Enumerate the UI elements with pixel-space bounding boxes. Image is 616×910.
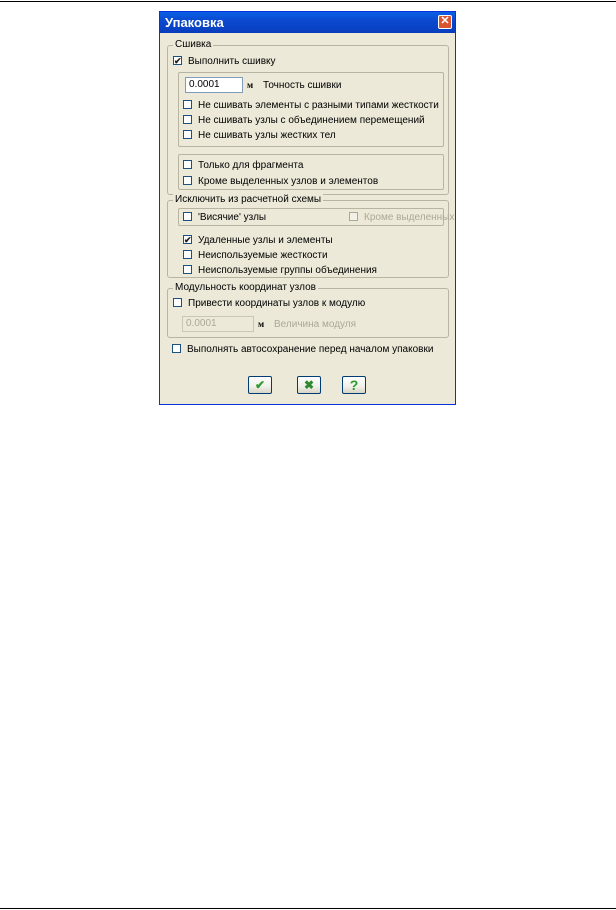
modulus-value-input[interactable]: 0.0001 [182, 316, 254, 332]
option-displacement-union[interactable] [183, 114, 425, 127]
modulus-group [167, 282, 449, 338]
close-icon: ✕ [440, 15, 450, 27]
question-icon: ? [349, 377, 359, 393]
precision-input[interactable]: 0.0001 [185, 77, 243, 93]
scope-except-selected[interactable] [183, 175, 378, 188]
page-bottom-rule [0, 908, 616, 909]
removed-nodes-label: Удаленные узлы и элементы [198, 235, 333, 246]
except-selected-box[interactable] [349, 212, 358, 221]
dialog-title: Упаковка [165, 15, 224, 30]
precision-unit: м [247, 80, 254, 90]
option-displacement-union-label: Не сшивать узлы с объединением перемещений [198, 115, 425, 126]
option-rigid-bodies[interactable] [183, 129, 336, 142]
exclude-group [167, 194, 455, 278]
option-rigid-bodies-box[interactable] [183, 130, 192, 139]
exclude-group-title: Исключить из расчетной схемы [175, 194, 322, 205]
check-icon: ✔ [254, 378, 266, 392]
bring-to-modulus-checkbox[interactable] [173, 297, 365, 310]
hanging-nodes-checkbox[interactable] [183, 211, 266, 224]
perform-stitching-checkbox[interactable] [173, 55, 276, 68]
removed-nodes-checkbox[interactable] [183, 234, 333, 247]
hanging-nodes-box-check[interactable] [183, 212, 192, 221]
page-top-rule [0, 1, 616, 2]
packing-dialog [159, 11, 456, 405]
autosave-box[interactable] [172, 344, 181, 353]
bring-to-modulus-box[interactable] [173, 298, 182, 307]
modulus-unit: м [258, 319, 265, 329]
perform-stitching-label: Выполнить сшивку [188, 56, 276, 67]
hanging-nodes-label: 'Висячие' узлы [198, 212, 267, 223]
perform-stitching-box[interactable] [173, 56, 182, 65]
scope-except-selected-label: Кроме выделенных узлов и элементов [198, 176, 379, 187]
unused-union-groups-checkbox[interactable] [183, 264, 377, 277]
modulus-group-title: Модульность координат узлов [175, 282, 316, 293]
option-stiffness-types-label: Не сшивать элементы с разными типами жесткости [198, 100, 439, 111]
scope-fragment-only[interactable] [183, 159, 303, 172]
option-rigid-bodies-label: Не сшивать узлы жестких тел [198, 130, 336, 141]
autosave-checkbox[interactable] [172, 343, 433, 356]
title-bar [160, 12, 455, 33]
autosave-label: Выполнять автосохранение перед началом упаковки [187, 344, 434, 355]
scope-fragment-only-label: Только для фрагмента [198, 160, 304, 171]
option-displacement-union-box[interactable] [183, 115, 192, 124]
bring-to-modulus-label: Привести координаты узлов к модулю [188, 298, 366, 309]
cross-icon: ✖ [303, 378, 315, 392]
unused-union-groups-box[interactable] [183, 265, 192, 274]
stitching-group [167, 39, 449, 195]
option-stiffness-types-box[interactable] [183, 100, 192, 109]
except-selected-checkbox[interactable] [349, 211, 454, 224]
scope-except-selected-box[interactable] [183, 176, 192, 185]
stitching-settings-box [178, 72, 444, 147]
unused-stiffness-box[interactable] [183, 250, 192, 259]
help-button[interactable] [342, 376, 366, 394]
ok-button[interactable] [248, 376, 272, 394]
unused-stiffness-checkbox[interactable] [183, 249, 328, 262]
close-button[interactable] [438, 15, 452, 29]
stitching-group-title: Сшивка [175, 39, 212, 50]
scope-fragment-only-box[interactable] [183, 160, 192, 169]
hanging-nodes-box [178, 208, 455, 226]
unused-union-groups-label: Неиспользуемые группы объединения [198, 265, 377, 276]
removed-nodes-box[interactable] [183, 235, 192, 244]
precision-label: Точность сшивки [263, 80, 342, 91]
stitching-scope-box [178, 154, 444, 190]
unused-stiffness-label: Неиспользуемые жесткости [198, 250, 328, 261]
option-stiffness-types[interactable] [183, 99, 439, 112]
cancel-button[interactable] [297, 376, 321, 394]
except-selected-label: Кроме выделенных [364, 212, 455, 223]
modulus-value-label: Величина модуля [274, 319, 357, 330]
